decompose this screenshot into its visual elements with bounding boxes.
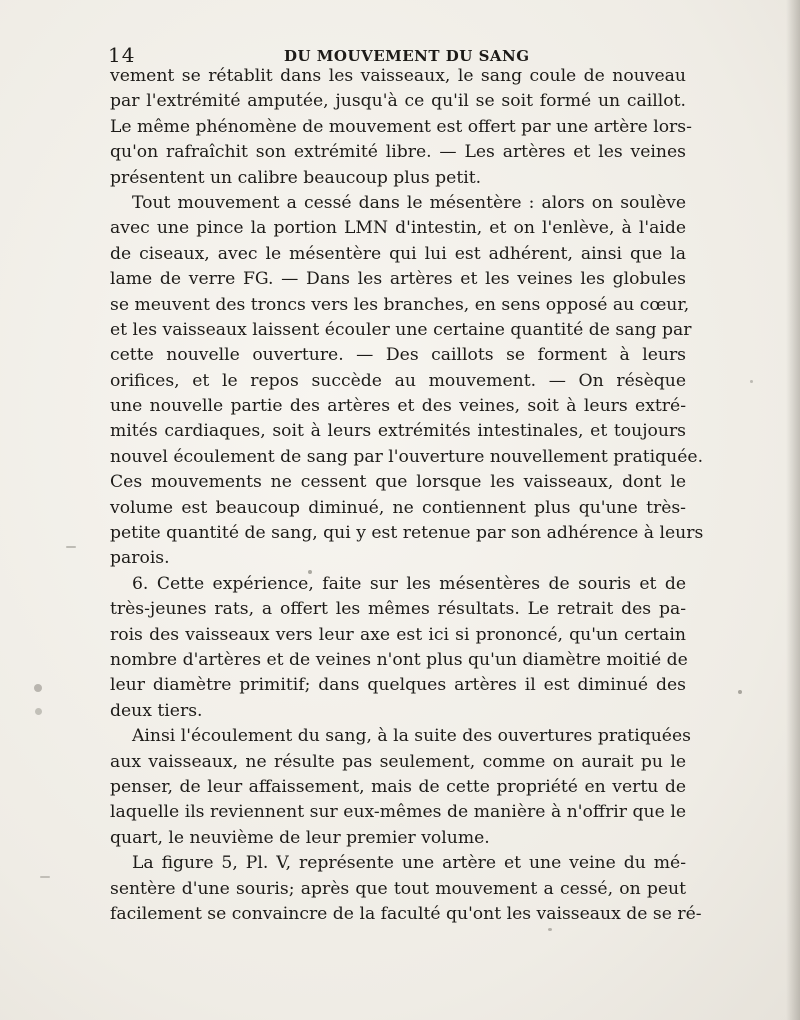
- text-line: par l'extrémité amputée, jusqu'à ce qu'il se soit formé un caillot.: [110, 91, 686, 112]
- text-line: quart, le neuvième de leur premier volume.: [110, 827, 490, 848]
- ink-speck: [308, 570, 312, 574]
- text-line: volume est beaucoup diminué, ne contiennent plus qu'une très-: [110, 497, 686, 518]
- text-line: penser, de leur affaissement, mais de cette propriété en vertu de: [110, 776, 686, 797]
- text-line: une nouvelle partie des artères et des veines, soit à leurs extré-: [110, 396, 686, 417]
- page-edge-shadow: [786, 0, 800, 1020]
- ink-speck: [35, 708, 42, 715]
- ink-speck: [750, 380, 753, 383]
- text-line: lame de verre FG. — Dans les artères et les veines les globules: [110, 269, 686, 290]
- text-line: nouvel écoulement de sang par l'ouverture nouvellement pratiquée.: [110, 446, 704, 467]
- paragraph-start-line: La figure 5, Pl. V, représente une artère et une veine du mé-: [132, 853, 686, 874]
- text-line: vement se rétablit dans les vaisseaux, le sang coule de nouveau: [110, 66, 686, 86]
- paragraph-start-line: 6. Cette expérience, faite sur les mésentères de souris et de: [132, 573, 686, 594]
- text-line: facilement se convaincre de la faculté qu'ont les vaisseaux de se ré-: [110, 903, 702, 924]
- ink-speck: [738, 690, 742, 694]
- text-line: de ciseaux, avec le mésentère qui lui est adhérent, ainsi que la: [110, 243, 686, 264]
- page-number: 14: [108, 43, 136, 67]
- text-line: se meuvent des troncs vers les branches, en sens opposé au cœur,: [110, 294, 690, 315]
- text-line: Le même phénomène de mouvement est offert par une artère lors-: [110, 116, 692, 137]
- ink-speck: [34, 684, 42, 692]
- text-line: rois des vaisseaux vers leur axe est ici si prononcé, qu'un certain: [110, 624, 686, 645]
- text-line: sentère d'une souris; après que tout mouvement a cessé, on peut: [110, 878, 686, 899]
- text-line: petite quantité de sang, qui y est retenue par son adhérence à leurs: [110, 523, 704, 544]
- text-line: présentent un calibre beaucoup plus petit.: [110, 167, 482, 188]
- paragraph-start-line: Ainsi l'écoulement du sang, à la suite des ouvertures pratiquées: [132, 726, 691, 747]
- text-line: leur diamètre primitif; dans quelques artères il est diminué des: [110, 675, 686, 696]
- text-line: et les vaisseaux laissent écouler une certaine quantité de sang par: [110, 319, 692, 340]
- paragraph-start-line: Tout mouvement a cessé dans le mésentère : alors on soulève: [132, 192, 686, 213]
- text-line: qu'on rafraîchit son extrémité libre. — Les artères et les veines: [110, 142, 686, 163]
- text-line: avec une pince la portion LMN d'intestin, et on l'enlève, à l'aide: [110, 218, 686, 239]
- text-line: cette nouvelle ouverture. — Des caillots se forment à leurs: [110, 345, 686, 366]
- text-line: aux vaisseaux, ne résulte pas seulement, comme on aurait pu le: [110, 751, 686, 772]
- text-line: deux tiers.: [110, 700, 203, 721]
- ink-speck: [548, 928, 552, 931]
- text-line: laquelle ils reviennent sur eux-mêmes de manière à n'offrir que le: [110, 802, 686, 823]
- text-line: nombre d'artères et de veines n'ont plus qu'un diamètre moitié de: [110, 649, 688, 670]
- text-line: très-jeunes rats, a offert les mêmes résultats. Le retrait des pa-: [110, 599, 686, 620]
- ink-speck: [66, 546, 76, 548]
- text-line: parois.: [110, 548, 170, 569]
- text-line: Ces mouvements ne cessent que lorsque les vaisseaux, dont le: [110, 472, 686, 493]
- running-title: DU MOUVEMENT DU SANG: [284, 47, 530, 65]
- ink-speck: [40, 876, 50, 878]
- text-line: mités cardiaques, soit à leurs extrémités intestinales, et toujours: [110, 421, 686, 442]
- body-text: [110, 64, 704, 927]
- text-line: orifices, et le repos succède au mouvement. — On résèque: [110, 370, 686, 391]
